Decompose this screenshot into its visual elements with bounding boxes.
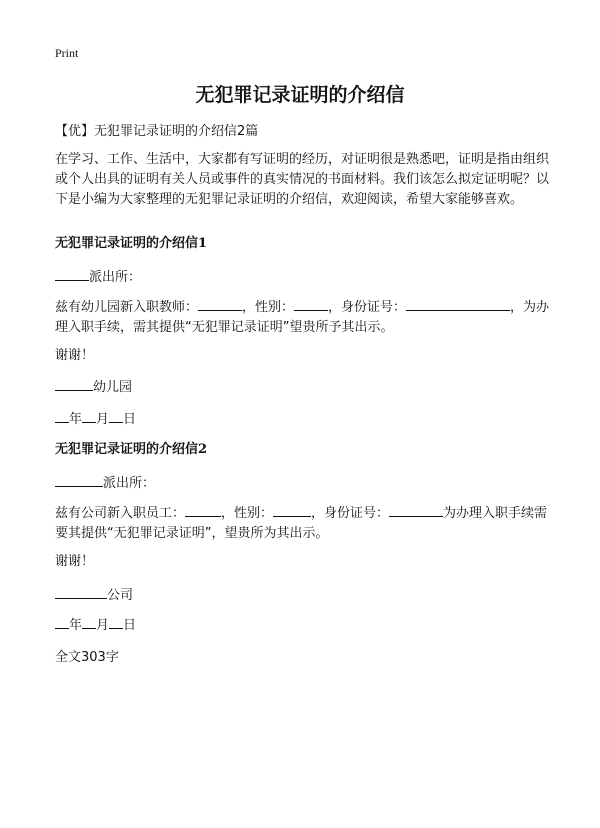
- letter1-heading: 无犯罪记录证明的介绍信1: [55, 236, 208, 251]
- letter1-body: [55, 296, 550, 338]
- letter2-body: [55, 502, 550, 544]
- blank-line: [82, 408, 96, 423]
- blank-line: [198, 296, 242, 311]
- document-title: 无犯罪记录证明的介绍信: [195, 84, 405, 106]
- letter1-date-day: 日: [123, 412, 137, 427]
- blank-line: [185, 502, 221, 517]
- letter2-body-a: 兹有公司新入职员工：: [55, 506, 186, 521]
- letter2-heading: 无犯罪记录证明的介绍信2: [55, 442, 208, 457]
- letter1-date-month: 月: [96, 412, 110, 427]
- letter2-thanks: 谢谢！: [55, 554, 95, 569]
- blank-line: [55, 614, 69, 629]
- letter1-date: [55, 408, 550, 430]
- blank-line: [294, 296, 328, 311]
- letter2-date: [55, 614, 550, 636]
- letter2-date-day: 日: [123, 618, 137, 633]
- print-label: Print: [55, 46, 79, 60]
- letter2-body-b: ，性别：: [221, 506, 274, 521]
- letter2-police-suffix: 派出所：: [103, 476, 156, 491]
- letter1-body-a: 兹有幼儿园新入职教师：: [55, 300, 199, 315]
- document-subtitle: 【优】无犯罪记录证明的介绍信2篇: [55, 124, 259, 139]
- letter2-date-year: 年: [69, 618, 83, 633]
- letter1-police-suffix: 派出所：: [89, 270, 142, 285]
- blank-line: [55, 266, 89, 281]
- blank-line: [389, 502, 443, 517]
- blank-line: [55, 472, 103, 487]
- letter1-org: 幼儿园: [93, 380, 133, 395]
- letter1-date-year: 年: [69, 412, 83, 427]
- blank-line: [82, 614, 96, 629]
- letter1-body-b: ，性别：: [242, 300, 295, 315]
- blank-line: [109, 408, 123, 423]
- letter1-thanks: 谢谢！: [55, 348, 95, 363]
- blank-line: [273, 502, 311, 517]
- blank-line: [406, 296, 510, 311]
- blank-line: [55, 584, 107, 599]
- letter2-addressee: [55, 472, 550, 494]
- letter1-body-c: ，身份证号：: [328, 300, 407, 315]
- letter2-signature: [55, 584, 550, 606]
- intro-paragraph: 在学习、工作、生活中，大家都有写证明的经历，对证明很是熟悉吧，证明是指由组织或个人出具的证明有关人员或事件的真实情况的书面材料。我们该怎么拟定证明呢？以下是小编为大家整理的无犯罪记录证明的介绍信，欢迎阅读，希望大家能够喜欢。: [55, 152, 550, 207]
- letter1-signature: [55, 376, 550, 398]
- letter1-body-d: ，为办理入职手续，需其提供“无犯罪记录证明”望贵所予其出示。: [55, 300, 550, 335]
- blank-line: [55, 408, 69, 423]
- letter2-body-c: ，身份证号：: [311, 506, 390, 521]
- blank-line: [55, 376, 93, 391]
- letter2-date-month: 月: [96, 618, 110, 633]
- blank-line: [109, 614, 123, 629]
- letter1-addressee: [55, 266, 550, 288]
- word-count: 全文303字: [55, 650, 119, 665]
- letter2-org: 公司: [107, 588, 134, 603]
- letter2-body-d: 为办理入职手续需要其提供“无犯罪记录证明”，望贵所为其出示。: [55, 506, 548, 541]
